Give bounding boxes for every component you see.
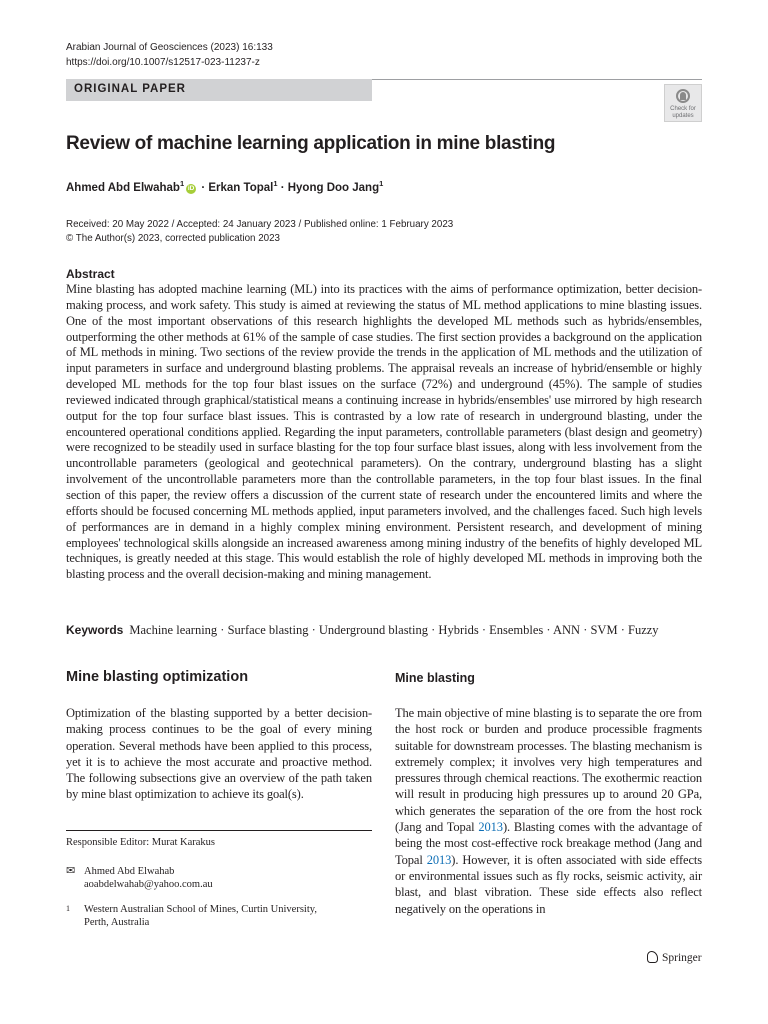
check-updates-caption: [665, 106, 701, 119]
section-heading: Mine blasting optimization: [66, 669, 249, 685]
check-updates-line1: Check for: [670, 106, 696, 112]
responsible-editor: Responsible Editor: Murat Karakus: [66, 837, 216, 848]
abstract-heading: Abstract: [66, 267, 115, 281]
publisher-footer: [647, 951, 702, 964]
citation-link[interactable]: 2013: [426, 852, 452, 867]
journal-line: Arabian Journal of Geosciences (2023) 16:133: [66, 42, 273, 53]
section-label: ORIGINAL PAPER: [74, 83, 186, 95]
author-affiliation-mark: 1: [179, 179, 185, 188]
abstract-text: Mine blasting has adopted machine learning (ML) into its practices with the aims of performance optimization, better decision-making process, and work safety. This study is aimed at reviewing the status of ML method applications to mine blasting issues. One of the most important observations of this research highlights the developed ML methods such as hybrids/ensembles, outperforming the other methods at 61% of the sample of case studies. The first section provides a background on the application of ML methods in mining. Two sections of the review provide the trends in the application of ML methods and the utilization of input parameters in surface and underground blasting problems. The appraisal reveals an increase of hybrid/ensemble or highly developed ML methods for the top four blast issues on the surface (72%) and underground (45%). The sample of studies reviewed indicated through graphical/statistical means a continuing increase in hybrids/ensembles' use mirrored by high research output for the top four surface blast issues. This is contrasted by a low rate of research in underground blasting, under the encountered operational conditions applied. Regarding the input parameters, controllable parameters (blast design and geometry) were recognized to be steadily used in surface blasting for the top four surface blast issues, along with less involvement from the uncontrollable parameters (geological and geotechnical parameters). On the contrary, underground blasting has a slight involvement of the uncontrollable parameters more than the controllable parameters, in the top four blast issues. In the final section of this paper, the review offers a discussion of the current state of research under the encountered limits and where the efforts should be focused concerning ML methods applied, input parameters involved, and the challenges faced. Such high levels of performances are in demand in a highly complex mining environment. Persistent research, and development of mining employees' technological skills alongside an increased awareness among mining industry of the benefits of highly developed ML techniques, is greatly needed at this stage. This would establish the role of highly developed ML methods in improving both the blasting process and the overall decision-making and mining management.: [66, 282, 702, 582]
check-for-updates-badge[interactable]: [664, 84, 702, 122]
journal-citation: [66, 40, 273, 70]
doi-link[interactable]: https://doi.org/10.1007/s12517-023-11237-z: [66, 57, 260, 68]
affiliation-line: Western Australian School of Mines, Curtin University,: [84, 904, 317, 915]
check-updates-line2: updates: [672, 112, 694, 119]
section-banner: [66, 79, 372, 101]
publication-history: [66, 218, 453, 246]
author-name[interactable]: Ahmed Abd Elwahab: [66, 181, 180, 194]
body-paragraph: [395, 705, 702, 917]
footnote-rule: [66, 830, 372, 831]
keywords-list: Machine learning · Surface blasting · Underground blasting · Hybrids · Ensembles · ANN · SVM · Fuzzy: [129, 623, 659, 637]
body-text: ). Blasting comes with the advantage of being the most cost-effective rock breakage method (Jang and Topal: [395, 820, 702, 867]
citation-link[interactable]: 2013: [478, 820, 503, 835]
author-name[interactable]: Erkan Topal: [208, 181, 274, 194]
copyright-line: © The Author(s) 2023, corrected publication 2023: [66, 233, 280, 244]
envelope-icon: ✉: [66, 865, 76, 877]
header-rule: [372, 79, 702, 80]
bookmark-icon: [676, 89, 690, 103]
author-separator: ·: [277, 181, 288, 194]
author-list: [66, 179, 383, 194]
author-name[interactable]: Hyong Doo Jang: [287, 181, 380, 194]
keywords-label: Keywords: [66, 623, 124, 637]
author-affiliation-mark: 1: [273, 179, 278, 188]
orcid-icon[interactable]: iD: [187, 184, 195, 192]
body-paragraph: Optimization of the blasting supported by a better decision-making process continues to be the goal of every mining operation. Several methods have been applied to this process, yet it is to achieve the most accurate and proactive method. The following subsections give an overview of the path taken by mine blast optimization to achieve its goal(s).: [66, 706, 372, 802]
springer-logo-icon: [647, 951, 658, 963]
article-title: Review of machine learning application in mine blasting: [66, 133, 556, 154]
corresponding-author-email[interactable]: aoabdelwahab@yahoo.com.au: [84, 879, 213, 890]
body-text: ). However, it is often associated with side effects or environmental issues such as fly rocks, seismic activity, air blast, and blast vibration. These side effects also reflect negatively on the operations in: [395, 852, 702, 916]
keywords: [66, 623, 659, 638]
subsection-heading: Mine blasting: [395, 671, 475, 685]
publisher-name: Springer: [662, 952, 702, 964]
body-text: The main objective of mine blasting is to separate the ore from the host rock or burden and produce processible fragments suitable for downstream processes. The blasting mechanism is extremely complex; it involves very high temperatures and pressures through chemical reactions. The exothermic reaction will result in producing high pressures up to around 20 GPa, which generates the separation of the ore from the host rock (Jang and Topal: [395, 706, 702, 835]
dates-line: Received: 20 May 2022 / Accepted: 24 January 2023 / Published online: 1 February 2023: [66, 219, 454, 230]
corresponding-author-name: Ahmed Abd Elwahab: [84, 866, 175, 877]
author-affiliation-mark: 1: [379, 179, 384, 188]
author-separator: ·: [198, 181, 209, 194]
affiliation-number: 1: [66, 904, 70, 913]
affiliation-line: Perth, Australia: [84, 917, 150, 928]
